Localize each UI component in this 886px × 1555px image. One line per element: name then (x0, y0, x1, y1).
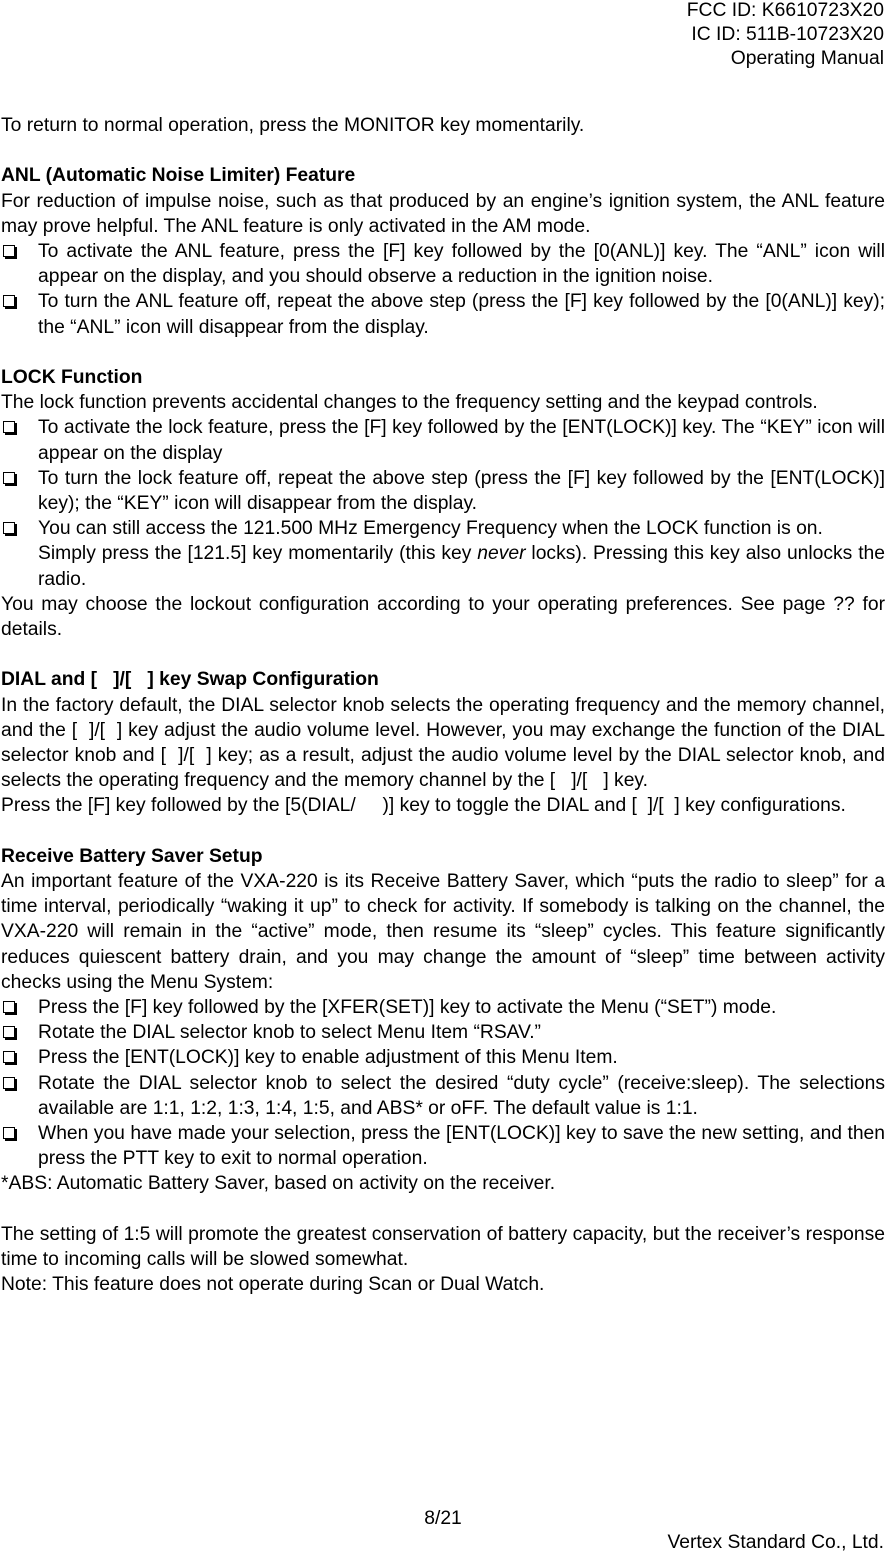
battery-heading: Receive Battery Saver Setup (1, 845, 263, 867)
list-item (1, 239, 885, 289)
checkbox-bullet-icon (1, 1020, 38, 1045)
checkbox-bullet-icon (1, 1121, 38, 1171)
checkbox-bullet-icon (1, 516, 38, 541)
checkbox-bullet-icon (1, 1045, 38, 1070)
list-item-text: To turn the ANL feature off, repeat the above step (press the [F] key followed by the [0(ANL)] key); the “ANL” icon will disappear from the display. (38, 291, 885, 338)
abs-footnote: *ABS: Automatic Battery Saver, based on activity on the receiver. (1, 1173, 556, 1195)
list-item-text: To activate the lock feature, press the [F] key followed by the [ENT(LOCK)] key. The “KEY” icon will appear on the display (38, 417, 885, 464)
page-number: 8/21 (424, 1508, 462, 1529)
checkbox-bullet-icon (1, 1071, 38, 1121)
list-item (1, 995, 885, 1020)
list-item (1, 289, 885, 339)
dial-paragraph: In the factory default, the DIAL selector knob selects the operating frequency and the memory channel, and the [ ]/[ ] key adjust the audio volume level. However, you may exchange the function of the DIAL selector knob and [ ]/[ ] key; as a result, adjust the audio volume level by the DIAL selector knob, and selects the operating frequency and the memory channel by the [ ]/[ ] key. (1, 694, 885, 792)
intro-paragraph: To return to normal operation, press the MONITOR key momentarily. (1, 115, 585, 136)
anl-heading: ANL (Automatic Noise Limiter) Feature (1, 165, 356, 187)
list-item-text: Rotate the DIAL selector knob to select Menu Item “RSAV.” (38, 1022, 541, 1044)
list-item (1, 466, 885, 516)
page-body (1, 113, 885, 1297)
lock-note (1, 541, 885, 591)
list-item-text: Press the [ENT(LOCK)] key to enable adjustment of this Menu Item. (38, 1047, 618, 1069)
dial-heading: DIAL and [ ]/[ ] key Swap Configuration (1, 669, 379, 691)
list-item (1, 1020, 885, 1045)
list-item (1, 1121, 885, 1171)
lock-note-emphasis: never (477, 543, 526, 565)
manual-title: Operating Manual (730, 48, 884, 69)
lock-paragraph: The lock function prevents accidental changes to the frequency setting and the keypad controls. (1, 392, 818, 414)
scan-note: Note: This feature does not operate during Scan or Dual Watch. (1, 1274, 545, 1296)
lock-heading: LOCK Function (1, 367, 143, 388)
fcc-id: FCC ID: K6610723X20 (686, 0, 884, 21)
list-item-text: To activate the ANL feature, press the [F] key followed by the [0(ANL)] key. The “ANL” icon will appear on the display, and you should observe a reduction in the ignition noise. (38, 241, 885, 288)
battery-paragraph: An important feature of the VXA-220 is its Receive Battery Saver, which “puts the radio to sleep” for a time interval, periodically “waking it up” to check for activity. If somebody is talking on the channel, the VXA-220 will remain in the “active” mode, then resume its “sleep” cycles. This feature significantly reduces quiescent battery drain, and you may change the amount of “sleep” time between activity checks using the Menu System: (1, 871, 885, 993)
ic-id: IC ID: 511B-10723X20 (691, 24, 884, 45)
setting-paragraph: The setting of 1:5 will promote the greatest conservation of battery capacity, but the receiver’s response time to incoming calls will be slowed somewhat. (1, 1223, 885, 1271)
list-item (1, 415, 885, 465)
list-item-text: You can still access the 121.500 MHz Emergency Frequency when the LOCK function is on. (38, 518, 823, 540)
list-item (1, 516, 885, 541)
dial-press-paragraph: Press the [F] key followed by the [5(DIAL/ )] key to toggle the DIAL and [ ]/[ ] key configurations. (1, 795, 846, 817)
lock-config-paragraph: You may choose the lockout configuration according to your operating preferences. See page ?? for details. (1, 593, 885, 641)
company-footer: Vertex Standard Co., Ltd. (667, 1532, 884, 1553)
checkbox-bullet-icon (1, 415, 38, 465)
list-item-text: When you have made your selection, press the [ENT(LOCK)] key to save the new setting, and then press the PTT key to exit to normal operation. (38, 1123, 885, 1170)
lock-note-start: Simply press the [121.5] key momentarily (this key (38, 543, 478, 565)
list-item (1, 1045, 885, 1070)
list-item (1, 1071, 885, 1121)
anl-paragraph: For reduction of impulse noise, such as that produced by an engine’s ignition system, the ANL feature may prove helpful. The ANL feature is only activated in the AM mode. (1, 190, 885, 237)
checkbox-bullet-icon (1, 995, 38, 1020)
list-item-text: To turn the lock feature off, repeat the above step (press the [F] key followed by the [ENT(LOCK)] key); the “KEY” icon will disappear from the display. (38, 467, 885, 515)
checkbox-bullet-icon (1, 289, 38, 339)
checkbox-bullet-icon (1, 466, 38, 516)
lock-note-end: locks). Pressing this key also unlocks the radio. (38, 543, 886, 590)
checkbox-bullet-icon (1, 239, 38, 289)
list-item-text: Rotate the DIAL selector knob to select the desired “duty cycle” (receive:sleep). The selections available are 1:1, 1:2, 1:3, 1:4, 1:5, and ABS* or oFF. The default value is 1:1. (38, 1072, 885, 1119)
document-header (687, 0, 884, 71)
list-item-text: Press the [F] key followed by the [XFER(SET)] key to activate the Menu (“SET”) mode. (38, 997, 777, 1019)
